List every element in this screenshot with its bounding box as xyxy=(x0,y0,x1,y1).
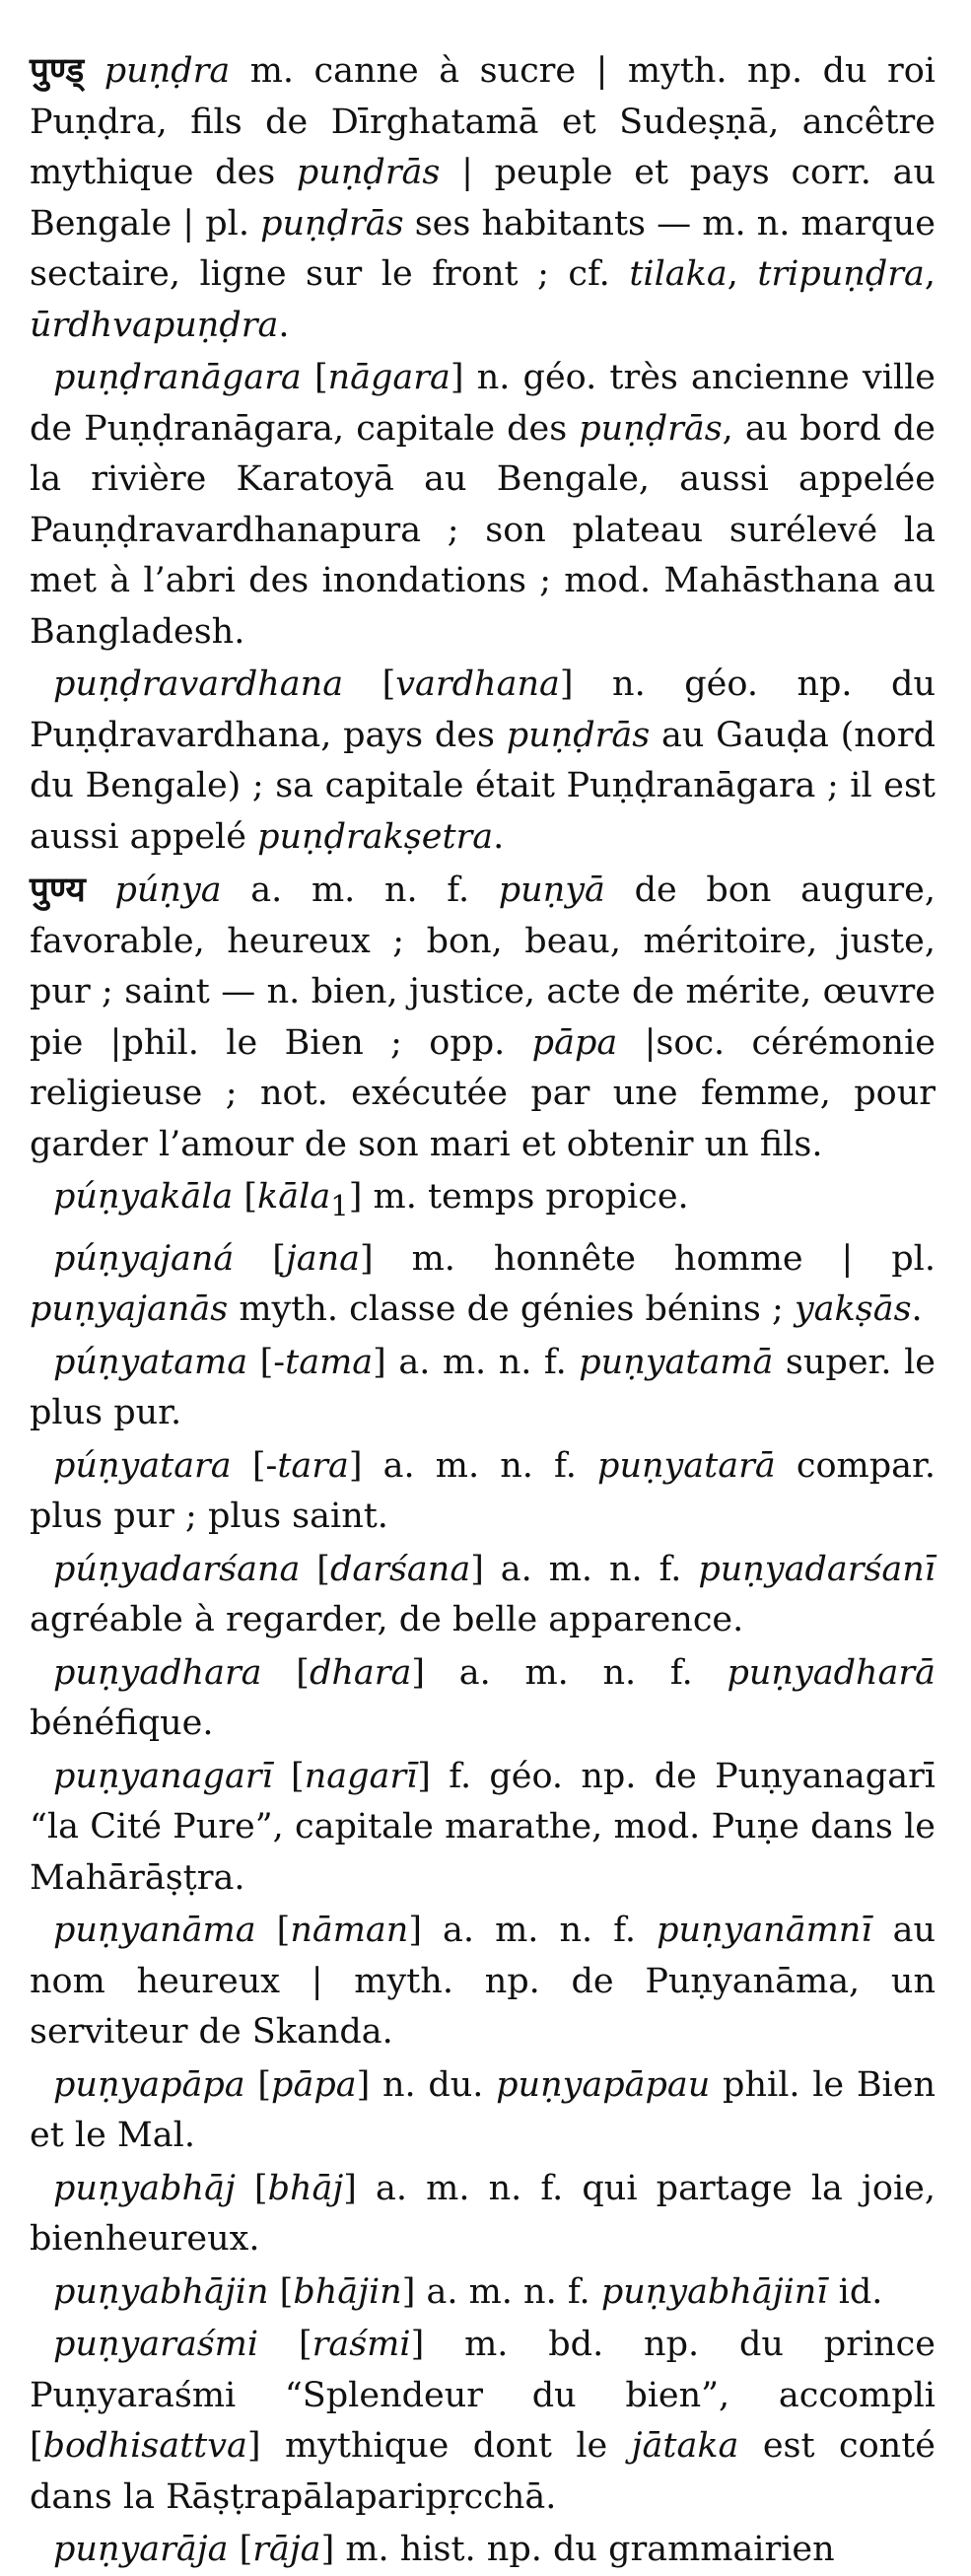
definition-text: ] m. bd. np. du prince Puṇyaraśmi “Splendeur du bien”, accompli [ xyxy=(30,2325,936,2466)
entry-punyapapa xyxy=(30,2060,936,2162)
definition-text: [ xyxy=(234,1238,286,1279)
definition-text: super. le plus pur. xyxy=(30,1342,936,1432)
italic-term: tama xyxy=(285,1342,374,1382)
italic-term: pāpa xyxy=(531,1022,618,1063)
italic-term: puṇyatarā xyxy=(597,1445,776,1486)
italic-term: jātaka xyxy=(631,2426,739,2466)
headword: puṇyadhara xyxy=(53,1652,262,1693)
definition-text: est conté dans la Rāṣṭrapālaparipṛcchā. xyxy=(30,2426,936,2517)
definition-text: [ xyxy=(300,1549,330,1589)
definition-text: [ xyxy=(233,1177,258,1217)
definition-text: ] mythique dont le xyxy=(246,2426,632,2466)
definition-text: de bon augure, favorable, heureux ; bon, beau, méritoire, juste, pur ; saint — n. bien, justice, acte de mérite, œuvre pie |phil. le Bien ; opp. xyxy=(30,870,936,1063)
definition-text: [ xyxy=(255,1911,291,1950)
devanagari-headword: पुण्ड् xyxy=(30,50,85,91)
italic-term: bhāj xyxy=(267,2168,344,2208)
definition-text: [ xyxy=(261,1652,310,1693)
italic-term: yakṣās xyxy=(794,1289,912,1329)
headword: puṇḍranāgara xyxy=(53,358,302,397)
headword: puṇyanagarī xyxy=(53,1756,273,1796)
definition-text: ] m. temps propice. xyxy=(348,1177,689,1217)
headword: puṇyanāma xyxy=(53,1911,256,1950)
italic-term: puṇyā xyxy=(498,870,605,910)
italic-term: dhara xyxy=(309,1652,412,1693)
headword: púṇyakāla xyxy=(53,1177,234,1217)
definition-text: phil. le Bien et le Mal. xyxy=(30,2064,936,2155)
entry-punyabhaj xyxy=(30,2164,936,2265)
italic-term: nāgara xyxy=(327,358,451,397)
italic-term: pāpa xyxy=(271,2064,357,2105)
headword: puṇyarāja xyxy=(53,2530,229,2569)
italic-term: puṇḍrakṣetra xyxy=(257,816,494,857)
italic-term: rāja xyxy=(252,2530,321,2569)
definition-text: |soc. cérémonie religieuse ; not. exécutée par une femme, pour garder l’amour de son mari et obtenir un fils. xyxy=(30,1022,936,1164)
italic-term: nagarī xyxy=(304,1756,418,1796)
italic-term: puṇyadharā xyxy=(727,1652,936,1693)
definition-text: ] a. m. n. f. xyxy=(373,1342,580,1382)
definition-text: compar. plus pur ; plus saint. xyxy=(30,1445,936,1536)
definition-text: [- xyxy=(231,1445,278,1486)
definition-text: [ xyxy=(228,2530,253,2569)
definition-text: ] a. m. n. f. qui partage la joie, bienheureux. xyxy=(30,2168,936,2259)
italic-term: puṇyabhājinī xyxy=(600,2271,828,2312)
headword: puṇḍra xyxy=(104,51,231,91)
entry-punyarasmi xyxy=(30,2320,936,2523)
headword: púṇya xyxy=(114,870,222,910)
headword: púṇyatama xyxy=(53,1342,248,1382)
italic-term: tripuṇḍra xyxy=(757,254,925,294)
definition-text: [ xyxy=(235,2168,268,2208)
definition-text: a. m. n. f. xyxy=(221,870,499,910)
italic-term: puṇyadarśanī xyxy=(698,1549,936,1589)
entry-punyaraja xyxy=(30,2525,936,2576)
definition-text: [- xyxy=(247,1342,286,1382)
definition-text: , xyxy=(924,254,936,294)
definition-text: [ xyxy=(272,1756,305,1796)
italic-term: puṇḍrās xyxy=(579,408,723,449)
entry-punyajana xyxy=(30,1234,936,1336)
headword: puṇḍravardhana xyxy=(53,664,344,704)
definition-text: . xyxy=(278,305,290,345)
definition-text: ] a. m. n. f. xyxy=(408,1911,658,1950)
headword: púṇyajaná xyxy=(53,1238,235,1279)
entry-punyanagari xyxy=(30,1752,936,1905)
definition-text: ] n. du. xyxy=(356,2064,497,2105)
italic-term: puṇyapāpau xyxy=(496,2064,711,2105)
definition-text: ] m. hist. np. du grammairien xyxy=(320,2530,835,2569)
italic-term: jana xyxy=(285,1238,360,1279)
italic-term: puṇyanāmnī xyxy=(657,1911,872,1950)
italic-term: puṇyatamā xyxy=(579,1342,774,1382)
entry-punyabhajin xyxy=(30,2267,936,2319)
definition-text: id. xyxy=(827,2271,883,2312)
definition-text: , au bord de la rivière Karatoyā au Bengale, aussi appelée Pauṇḍravardhanapura ; son plateau surélevé la met à l’abri des inondations ; mod. Mahāsthana au Bangladesh. xyxy=(30,408,936,652)
italic-term: puṇyajanās xyxy=(30,1289,229,1329)
definition-text: au Gauḍa (nord du Bengale) ; sa capitale était Puṇḍranāgara ; il est aussi appelé xyxy=(30,715,936,857)
definition-text: . xyxy=(911,1289,923,1329)
headword: púṇyadarśana xyxy=(53,1549,301,1589)
definition-text: bénéfique. xyxy=(30,1704,214,1743)
italic-term: puṇḍrās xyxy=(506,715,651,755)
definition-text: ] a. m. n. f. xyxy=(401,2271,601,2312)
definition-text: ] n. géo. très ancienne ville de Puṇḍranāgara, capitale des xyxy=(30,358,936,449)
entry-pundravardhana xyxy=(30,660,936,863)
definition-text: ] a. m. n. f. xyxy=(348,1445,598,1486)
definition-text: | peuple et pays corr. au Bengale | pl. xyxy=(30,153,936,244)
definition-text: myth. classe de génies bénins ; xyxy=(228,1289,795,1329)
definition-text: [ xyxy=(268,2271,294,2312)
headword: puṇyapāpa xyxy=(53,2064,245,2105)
italic-term: vardhana xyxy=(395,664,560,704)
entry-punyanama xyxy=(30,1906,936,2058)
italic-term: bodhisattva xyxy=(42,2426,247,2466)
italic-term: bhājin xyxy=(293,2271,402,2312)
italic-term: ūrdhvapuṇḍra xyxy=(30,305,279,345)
entry-punyadarsana xyxy=(30,1545,936,1646)
devanagari-headword: पुण्य xyxy=(30,870,86,910)
entry-punyatama xyxy=(30,1338,936,1439)
subscript-index: 1 xyxy=(330,1189,349,1222)
definition-text: m. canne à sucre | myth. np. du roi Puṇḍra, fils de Dīrghatamā et Sudeṣṇā, ancêtre mythique des xyxy=(30,51,936,192)
italic-term: nāman xyxy=(290,1911,409,1950)
italic-term: puṇḍrās xyxy=(296,153,441,192)
definition-text: . xyxy=(493,816,505,857)
definition-text: ] a. m. n. f. xyxy=(411,1652,728,1693)
italic-term: darśana xyxy=(329,1549,471,1589)
definition-text: [ xyxy=(258,2325,312,2364)
entry-pundra xyxy=(30,45,936,351)
definition-text: au nom heureux | myth. np. de Puṇyanāma, un serviteur de Skanda. xyxy=(30,1911,936,2052)
definition-text: , xyxy=(727,254,758,294)
definition-text: ] m. honnête homme | pl. xyxy=(360,1238,936,1279)
definition-text: [ xyxy=(301,358,328,397)
entry-pundranagara xyxy=(30,353,936,658)
italic-term: kāla xyxy=(257,1177,331,1217)
italic-term: tara xyxy=(277,1445,349,1486)
definition-text: ] a. m. n. f. xyxy=(470,1549,699,1589)
entry-punyadhara xyxy=(30,1648,936,1750)
headword: puṇyabhāj xyxy=(53,2168,236,2208)
headword: puṇyabhājin xyxy=(53,2271,269,2312)
definition-text: agréable à regarder, de belle apparence. xyxy=(30,1600,744,1639)
definition-text: ses habitants — m. n. marque sectaire, ligne sur le front ; cf. xyxy=(30,203,936,294)
definition-text: [ xyxy=(343,664,396,704)
italic-term: tilaka xyxy=(629,254,728,294)
definition-text: [ xyxy=(244,2064,272,2105)
definition-text: ] n. géo. np. du Puṇḍravardhana, pays des xyxy=(30,664,936,755)
italic-term: puṇḍrās xyxy=(260,203,404,244)
entry-punya xyxy=(30,865,936,1170)
entry-punyatara xyxy=(30,1441,936,1543)
entry-punyakala xyxy=(30,1172,936,1232)
headword: puṇyaraśmi xyxy=(53,2325,259,2364)
headword: púṇyatara xyxy=(53,1445,232,1486)
definition-text: ] f. géo. np. de Puṇyanagarī “la Cité Pure”, capitale marathe, mod. Puṇe dans le Mahārāṣṭra. xyxy=(30,1756,936,1898)
italic-term: raśmi xyxy=(312,2325,411,2364)
